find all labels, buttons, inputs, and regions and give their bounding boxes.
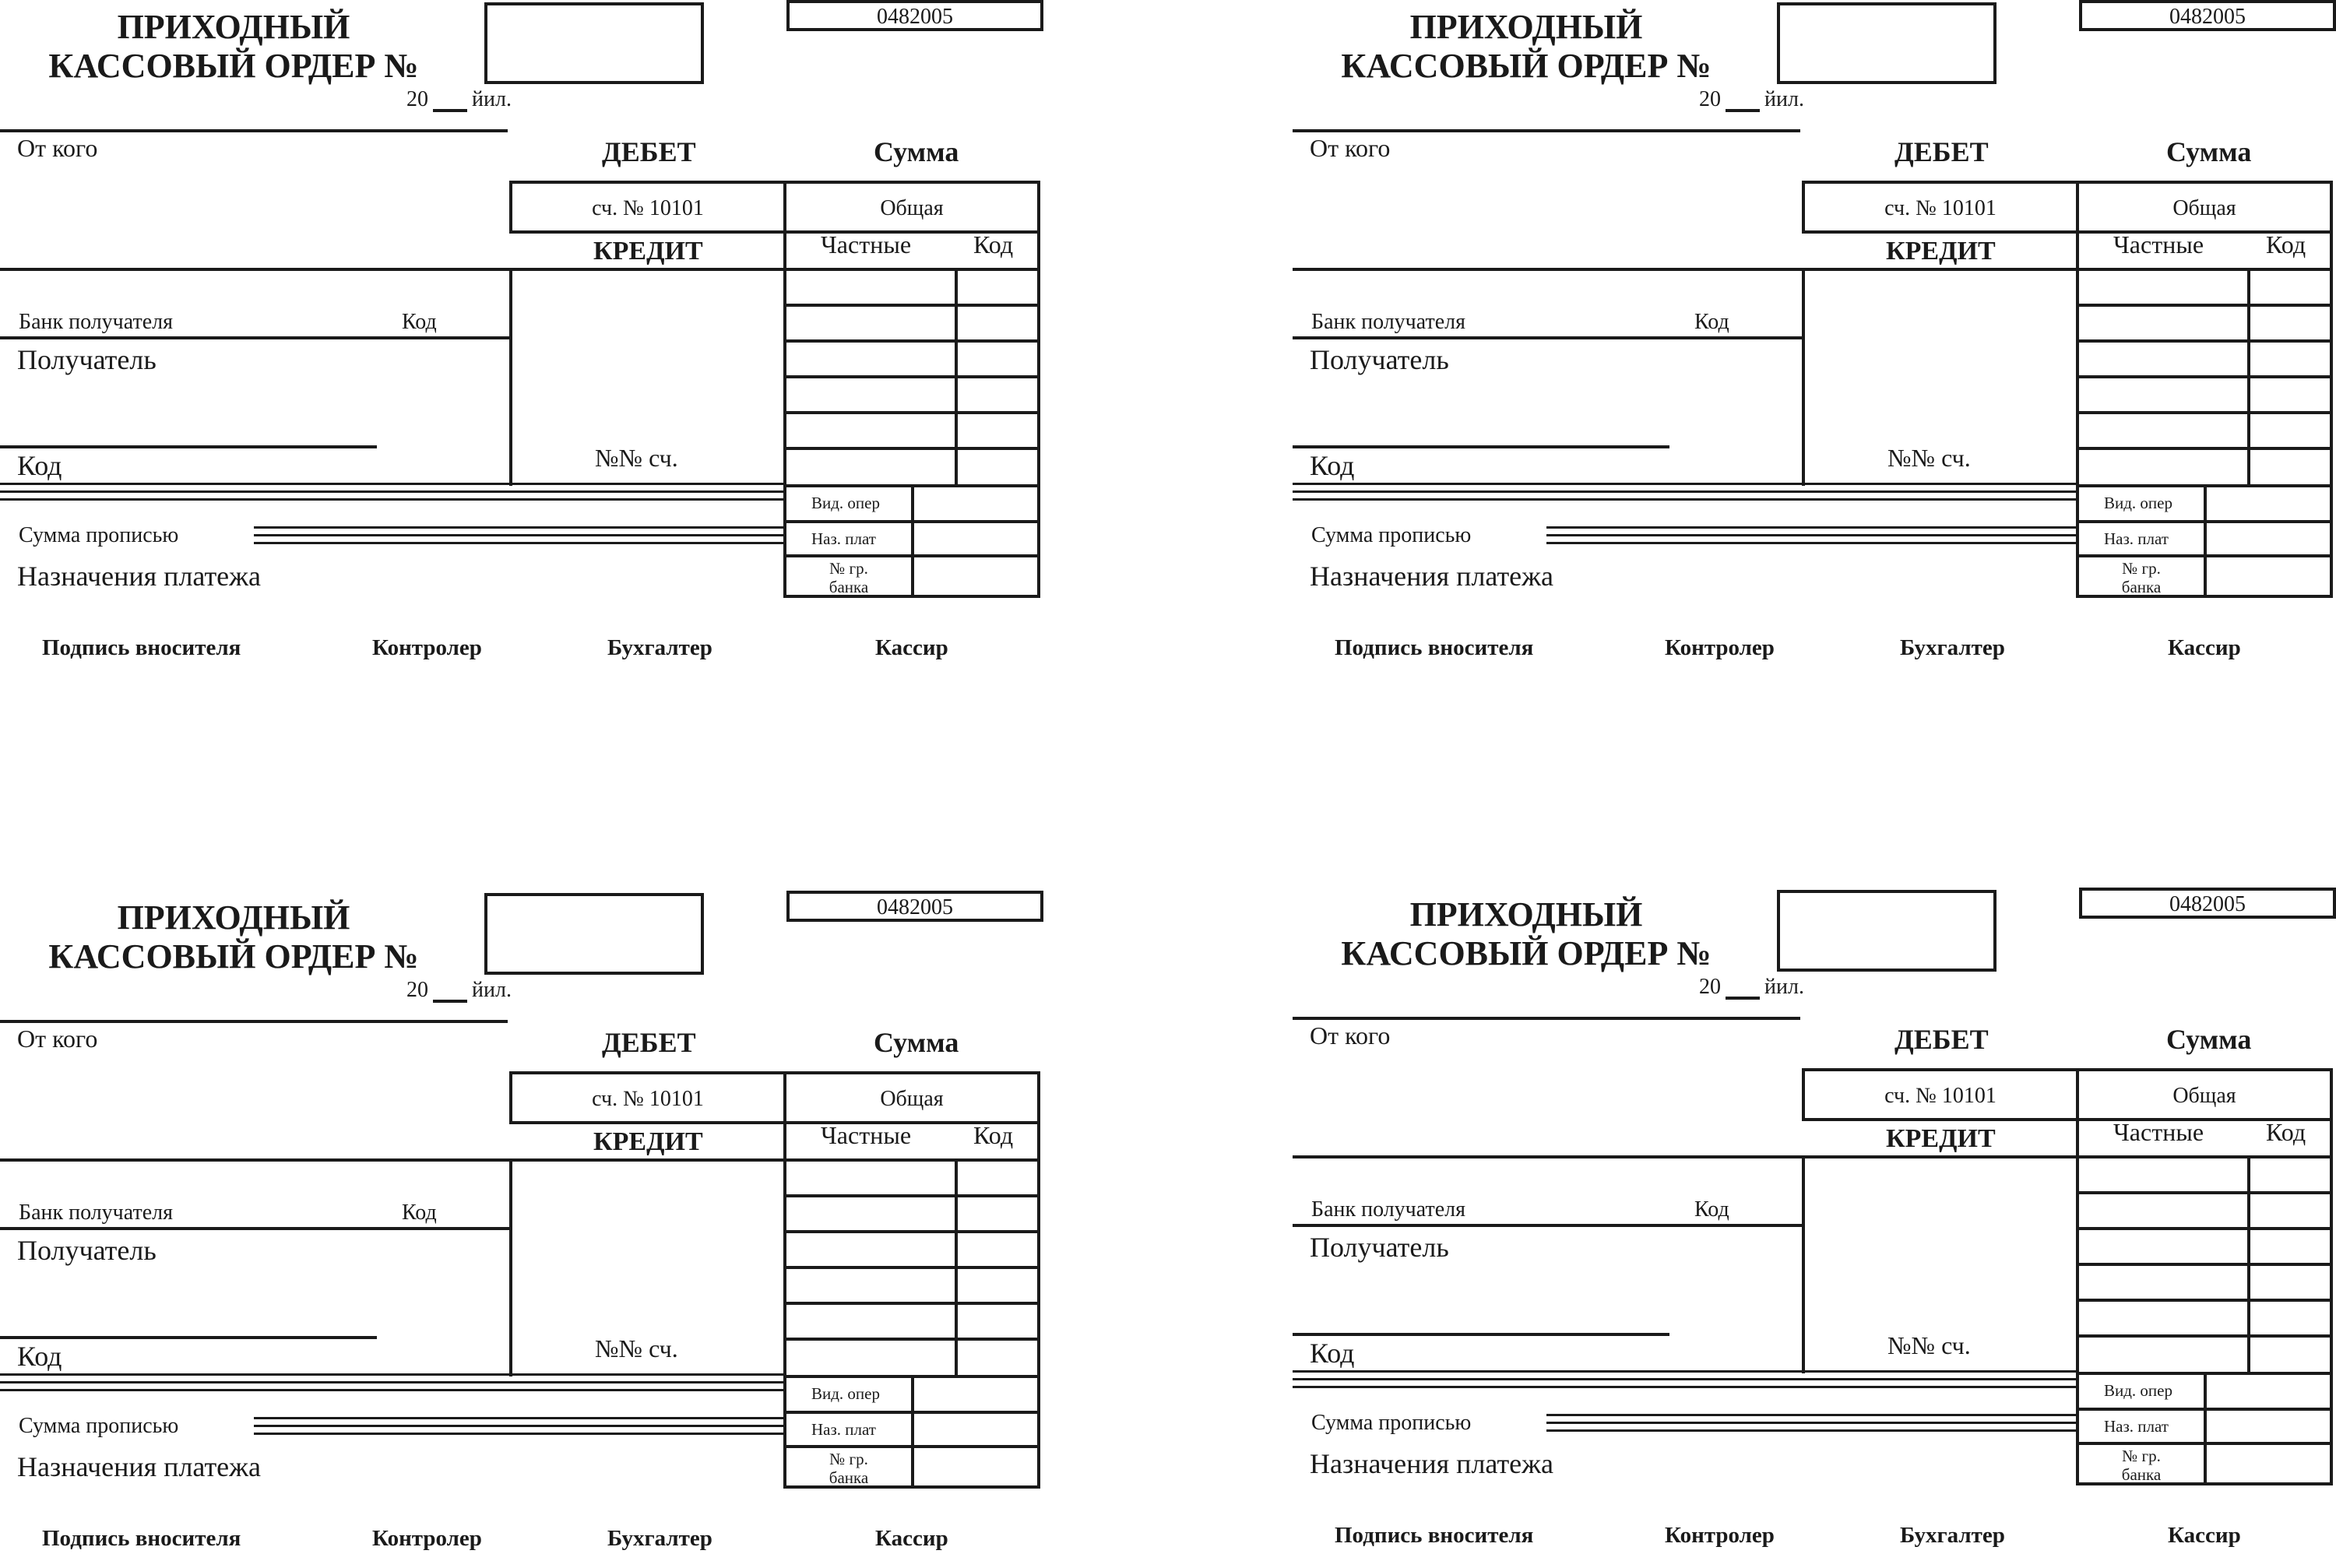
form-title bbox=[47, 898, 420, 976]
from-top-line bbox=[0, 1020, 508, 1023]
bank-code-label: Код bbox=[1694, 310, 1729, 334]
accounts-label: №№ сч. bbox=[595, 444, 678, 472]
form-title bbox=[47, 8, 420, 86]
date-prefix: 20 bbox=[406, 87, 428, 111]
date-blank-line[interactable] bbox=[433, 1000, 467, 1003]
grid-line-1 bbox=[2076, 1155, 2333, 1158]
grid-line-3 bbox=[783, 339, 1040, 343]
sign-accountant: Бухгалтер bbox=[607, 635, 712, 660]
amount-words-line-1[interactable] bbox=[254, 526, 786, 529]
grid-line-7 bbox=[783, 484, 1040, 487]
debit-account-box bbox=[509, 1071, 786, 1124]
grid-right-border bbox=[2330, 1068, 2333, 1485]
grid-line-9 bbox=[2076, 554, 2333, 557]
amount-words-line-2 bbox=[1546, 1422, 2079, 1424]
sign-cashier: Кассир bbox=[2168, 1523, 2241, 1548]
title-line-2: КАССОВЫЙ ОРДЕР № bbox=[1341, 934, 1712, 972]
grid-op-divider bbox=[2204, 486, 2207, 598]
payment-purpose-label[interactable]: Назначения платежа bbox=[17, 561, 262, 592]
recipient-label[interactable]: Получатель bbox=[17, 344, 157, 375]
grid-line-3 bbox=[2076, 1227, 2333, 1230]
triple-line-1 bbox=[1293, 483, 2079, 485]
bank-label: Банк получателя bbox=[19, 310, 173, 334]
bank-line bbox=[1293, 1224, 1803, 1227]
date-suffix: йил. bbox=[1764, 87, 1804, 111]
form-title bbox=[1339, 895, 1713, 973]
sign-depositor: Подпись вносителя bbox=[42, 635, 241, 660]
op-type-label: Вид. опер bbox=[811, 1384, 880, 1403]
credit-column-left bbox=[509, 1158, 512, 1376]
bank-code-label: Код bbox=[402, 1201, 437, 1225]
code-label: Код bbox=[2266, 230, 2306, 258]
bank-line bbox=[0, 1227, 511, 1230]
accounts-label: №№ сч. bbox=[1887, 1331, 1971, 1359]
bank-group-label bbox=[2079, 1447, 2204, 1484]
grid-right-border bbox=[1037, 1071, 1040, 1489]
bank-group-line-1: № гр. bbox=[2122, 1447, 2161, 1465]
grid-line-9 bbox=[783, 554, 1040, 557]
triple-line-3 bbox=[1293, 1386, 2079, 1388]
amount-words-label: Сумма прописью bbox=[1311, 523, 1472, 547]
grid-line-2 bbox=[783, 1194, 1040, 1197]
code-label: Код bbox=[973, 1121, 1014, 1149]
date-suffix: йил. bbox=[1764, 975, 1804, 999]
date-prefix: 20 bbox=[1699, 87, 1721, 111]
sign-cashier: Кассир bbox=[875, 635, 948, 660]
grid-line-9 bbox=[783, 1445, 1040, 1448]
date-prefix: 20 bbox=[1699, 975, 1721, 999]
grid-line-2 bbox=[2076, 1191, 2333, 1194]
code-field-label[interactable]: Код bbox=[1310, 1338, 1355, 1369]
title-line-1: ПРИХОДНЫЙ bbox=[1409, 8, 1643, 46]
form-code: 0482005 bbox=[877, 895, 953, 919]
credit-label: КРЕДИТ bbox=[1886, 237, 1996, 265]
code-label: Код bbox=[973, 230, 1014, 258]
payment-purpose-short: Наз. плат bbox=[2104, 1417, 2169, 1436]
order-number-box[interactable] bbox=[484, 893, 704, 975]
sign-cashier: Кассир bbox=[875, 1526, 948, 1551]
grid-line-6 bbox=[2076, 1334, 2333, 1338]
cash-receipt-order-4 bbox=[1293, 888, 2336, 1565]
bank-code-label: Код bbox=[402, 310, 437, 334]
debit-account: сч. № 10101 bbox=[592, 196, 704, 220]
debit-account: сч. № 10101 bbox=[1884, 1084, 1997, 1108]
debit-account-box bbox=[1802, 181, 2079, 234]
cash-receipt-order-3 bbox=[0, 891, 1043, 1568]
debit-account: сч. № 10101 bbox=[592, 1087, 704, 1111]
amount-label: Сумма bbox=[874, 136, 959, 167]
amount-words-label: Сумма прописью bbox=[1311, 1411, 1472, 1435]
bank-group-line-1: № гр. bbox=[829, 1450, 868, 1468]
title-line-1: ПРИХОДНЫЙ bbox=[117, 898, 350, 937]
bank-group-line-2: банка bbox=[2121, 1465, 2162, 1484]
recipient-bottom-line bbox=[1293, 445, 1669, 448]
cash-receipt-order-1 bbox=[0, 0, 1043, 677]
amount-words-line-3 bbox=[254, 542, 786, 544]
amount-label: Сумма bbox=[874, 1027, 959, 1058]
order-number-box[interactable] bbox=[1777, 2, 1997, 84]
sign-controller: Контролер bbox=[1665, 635, 1775, 660]
grid-op-divider bbox=[2204, 1373, 2207, 1485]
grid-line-5 bbox=[2076, 1299, 2333, 1302]
date-blank-line[interactable] bbox=[433, 109, 467, 112]
grid-line-8 bbox=[783, 520, 1040, 523]
grid-op-divider bbox=[911, 486, 914, 598]
grid-line-4 bbox=[783, 375, 1040, 378]
grid-line-7 bbox=[783, 1375, 1040, 1378]
title-line-2: КАССОВЫЙ ОРДЕР № bbox=[48, 937, 419, 976]
from-top-line bbox=[1293, 1017, 1800, 1020]
triple-line-2 bbox=[0, 1381, 786, 1383]
recipient-label[interactable]: Получатель bbox=[17, 1235, 157, 1266]
bank-group-label bbox=[786, 559, 911, 596]
code-label: Код bbox=[2266, 1118, 2306, 1146]
accounts-label: №№ сч. bbox=[595, 1334, 678, 1362]
payment-purpose-short: Наз. плат bbox=[811, 529, 876, 548]
triple-line-1 bbox=[1293, 1370, 2079, 1373]
grid-line-5 bbox=[783, 411, 1040, 414]
grid-line-6 bbox=[783, 447, 1040, 450]
grid-line-4 bbox=[2076, 375, 2333, 378]
triple-line-2 bbox=[0, 490, 786, 493]
amount-words-line-3 bbox=[254, 1433, 786, 1435]
recipient-label[interactable]: Получатель bbox=[1310, 344, 1449, 375]
credit-top-line bbox=[1293, 268, 2079, 271]
amount-words-line-1[interactable] bbox=[1546, 526, 2079, 529]
sign-controller: Контролер bbox=[1665, 1523, 1775, 1548]
credit-label: КРЕДИТ bbox=[593, 237, 703, 265]
code-field-label[interactable]: Код bbox=[17, 1341, 62, 1372]
debit-label: ДЕБЕТ bbox=[1894, 136, 1989, 167]
recipient-label[interactable]: Получатель bbox=[1310, 1232, 1449, 1263]
op-type-label: Вид. опер bbox=[2104, 494, 2172, 512]
accounts-label: №№ сч. bbox=[1887, 444, 1971, 472]
grid-line-1 bbox=[783, 268, 1040, 271]
code-field-label[interactable]: Код bbox=[1310, 450, 1355, 481]
triple-line-1 bbox=[0, 483, 786, 485]
bank-line bbox=[1293, 336, 1803, 339]
amount-words-label: Сумма прописью bbox=[19, 523, 179, 547]
grid-line-4 bbox=[2076, 1263, 2333, 1266]
from-top-line bbox=[0, 129, 508, 132]
bank-group-line-1: № гр. bbox=[829, 559, 868, 578]
order-number-box[interactable] bbox=[484, 2, 704, 84]
title-line-1: ПРИХОДНЫЙ bbox=[117, 8, 350, 46]
bank-label: Банк получателя bbox=[19, 1201, 173, 1225]
grid-line-2 bbox=[783, 304, 1040, 307]
title-line-2: КАССОВЫЙ ОРДЕР № bbox=[48, 47, 419, 85]
from-label: От кого bbox=[1310, 134, 1391, 162]
credit-column-left bbox=[509, 268, 512, 486]
debit-label: ДЕБЕТ bbox=[602, 136, 696, 167]
sign-accountant: Бухгалтер bbox=[1900, 635, 2005, 660]
title-line-2: КАССОВЫЙ ОРДЕР № bbox=[1341, 47, 1712, 85]
credit-top-line bbox=[0, 1158, 786, 1162]
triple-line-3 bbox=[0, 498, 786, 501]
recipient-bottom-line bbox=[0, 445, 377, 448]
amount-words-line-1[interactable] bbox=[254, 1417, 786, 1419]
total-label: Общая bbox=[880, 196, 944, 220]
total-label: Общая bbox=[2172, 1084, 2236, 1108]
credit-column-left bbox=[1802, 1155, 1805, 1373]
grid-line-1 bbox=[2076, 268, 2333, 271]
form-code-box bbox=[786, 891, 1043, 922]
date-prefix: 20 bbox=[406, 978, 428, 1002]
form-code: 0482005 bbox=[2169, 892, 2246, 916]
total-box[interactable] bbox=[783, 181, 1040, 234]
amount-words-line-2 bbox=[254, 1425, 786, 1427]
grid-right-border bbox=[2330, 181, 2333, 598]
grid-line-6 bbox=[2076, 447, 2333, 450]
grid-line-4 bbox=[783, 1266, 1040, 1269]
total-label: Общая bbox=[880, 1087, 944, 1111]
sign-depositor: Подпись вносителя bbox=[1335, 1523, 1534, 1548]
form-code: 0482005 bbox=[877, 5, 953, 29]
amount-words-line-2 bbox=[254, 534, 786, 536]
code-field-label[interactable]: Код bbox=[17, 450, 62, 481]
form-code-box bbox=[2079, 0, 2336, 31]
debit-account: сч. № 10101 bbox=[1884, 196, 1997, 220]
sign-accountant: Бухгалтер bbox=[1900, 1523, 2005, 1548]
recipient-bottom-line bbox=[1293, 1333, 1669, 1336]
grid-line-8 bbox=[783, 1411, 1040, 1414]
bank-label: Банк получателя bbox=[1311, 310, 1465, 334]
date-suffix: йил. bbox=[472, 978, 512, 1002]
date-blank-line[interactable] bbox=[1726, 109, 1760, 112]
total-box[interactable] bbox=[783, 1071, 1040, 1124]
credit-label: КРЕДИТ bbox=[1886, 1124, 1996, 1153]
amount-label: Сумма bbox=[2166, 136, 2252, 167]
grid-line-2 bbox=[2076, 304, 2333, 307]
bank-group-line-2: банка bbox=[829, 578, 869, 596]
total-box[interactable] bbox=[2076, 181, 2333, 234]
partial-label: Частные bbox=[2113, 1118, 2204, 1146]
amount-words-line-3 bbox=[1546, 542, 2079, 544]
payment-purpose-short: Наз. плат bbox=[2104, 529, 2169, 548]
title-line-1: ПРИХОДНЫЙ bbox=[1409, 895, 1643, 933]
credit-column-left bbox=[1802, 268, 1805, 486]
triple-line-3 bbox=[0, 1389, 786, 1391]
grid-right-border bbox=[1037, 181, 1040, 598]
bank-line bbox=[0, 336, 511, 339]
partial-label: Частные bbox=[821, 1121, 912, 1149]
bank-label: Банк получателя bbox=[1311, 1197, 1465, 1222]
amount-words-line-1[interactable] bbox=[1546, 1414, 2079, 1416]
partial-label: Частные bbox=[821, 230, 912, 258]
sign-controller: Контролер bbox=[372, 1526, 482, 1551]
bank-group-label bbox=[2079, 559, 2204, 596]
date-blank-line[interactable] bbox=[1726, 997, 1760, 1000]
triple-line-2 bbox=[1293, 490, 2079, 493]
bank-code-label: Код bbox=[1694, 1197, 1729, 1222]
sign-depositor: Подпись вносителя bbox=[42, 1526, 241, 1551]
grid-line-3 bbox=[2076, 339, 2333, 343]
grid-line-8 bbox=[2076, 1408, 2333, 1411]
bank-group-line-1: № гр. bbox=[2122, 559, 2161, 578]
debit-label: ДЕБЕТ bbox=[602, 1027, 696, 1058]
triple-line-1 bbox=[0, 1373, 786, 1376]
triple-line-2 bbox=[1293, 1378, 2079, 1380]
credit-top-line bbox=[0, 268, 786, 271]
grid-line-9 bbox=[2076, 1442, 2333, 1445]
debit-account-box bbox=[1802, 1068, 2079, 1121]
from-label: От кого bbox=[17, 1025, 98, 1053]
from-label: От кого bbox=[17, 134, 98, 162]
amount-words-label: Сумма прописью bbox=[19, 1414, 179, 1438]
payment-purpose-label[interactable]: Назначения платежа bbox=[1310, 1448, 1554, 1479]
form-code-box bbox=[2079, 888, 2336, 919]
sign-controller: Контролер bbox=[372, 635, 482, 660]
sign-cashier: Кассир bbox=[2168, 635, 2241, 660]
payment-purpose-short: Наз. плат bbox=[811, 1420, 876, 1439]
order-number-box[interactable] bbox=[1777, 890, 1997, 972]
debit-label: ДЕБЕТ bbox=[1894, 1024, 1989, 1055]
total-label: Общая bbox=[2172, 196, 2236, 220]
grid-op-divider bbox=[911, 1376, 914, 1489]
grid-line-3 bbox=[783, 1230, 1040, 1233]
form-title bbox=[1339, 8, 1713, 86]
form-code-box bbox=[786, 0, 1043, 31]
from-top-line bbox=[1293, 129, 1800, 132]
grid-line-7 bbox=[2076, 484, 2333, 487]
credit-label: КРЕДИТ bbox=[593, 1127, 703, 1156]
form-code: 0482005 bbox=[2169, 5, 2246, 29]
date-suffix: йил. bbox=[472, 87, 512, 111]
debit-account-box bbox=[509, 181, 786, 234]
grid-line-8 bbox=[2076, 520, 2333, 523]
bank-group-label bbox=[786, 1450, 911, 1487]
amount-words-line-3 bbox=[1546, 1429, 2079, 1432]
recipient-bottom-line bbox=[0, 1336, 377, 1339]
grid-line-1 bbox=[783, 1158, 1040, 1162]
sign-accountant: Бухгалтер bbox=[607, 1526, 712, 1551]
bank-group-line-2: банка bbox=[829, 1468, 869, 1487]
sign-depositor: Подпись вносителя bbox=[1335, 635, 1534, 660]
amount-label: Сумма bbox=[2166, 1024, 2252, 1055]
grid-line-6 bbox=[783, 1338, 1040, 1341]
partial-label: Частные bbox=[2113, 230, 2204, 258]
triple-line-3 bbox=[1293, 498, 2079, 501]
credit-top-line bbox=[1293, 1155, 2079, 1158]
grid-line-5 bbox=[783, 1302, 1040, 1305]
op-type-label: Вид. опер bbox=[2104, 1381, 2172, 1400]
bank-group-line-2: банка bbox=[2121, 578, 2162, 596]
from-label: От кого bbox=[1310, 1021, 1391, 1049]
grid-line-5 bbox=[2076, 411, 2333, 414]
payment-purpose-label[interactable]: Назначения платежа bbox=[17, 1451, 262, 1482]
payment-purpose-label[interactable]: Назначения платежа bbox=[1310, 561, 1554, 592]
op-type-label: Вид. опер bbox=[811, 494, 880, 512]
amount-words-line-2 bbox=[1546, 534, 2079, 536]
grid-line-7 bbox=[2076, 1372, 2333, 1375]
total-box[interactable] bbox=[2076, 1068, 2333, 1121]
cash-receipt-order-2 bbox=[1293, 0, 2336, 677]
